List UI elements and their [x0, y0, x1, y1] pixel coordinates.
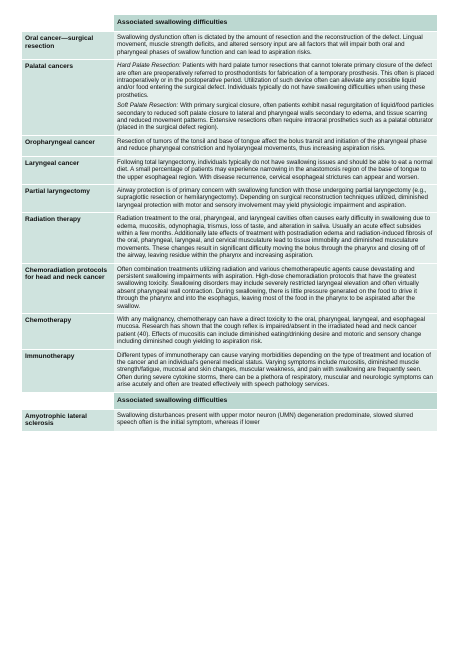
description-paragraph [117, 138, 434, 153]
description-paragraph [117, 102, 434, 132]
row-label: Immunotherapy [22, 349, 114, 392]
description-paragraph [117, 187, 434, 209]
table-row [22, 135, 437, 156]
paragraph-text: Swallowing dysfunction often is dictated by the amount of resection and the reconstruction of the defect. Lingual movement, muscle strength deficits, and altered sensory input are all factors that will impair both oral and pharyngeal phases of swallow function and can lead to aspiration risks. [117, 34, 423, 56]
table-row [22, 349, 437, 392]
table-row [22, 409, 437, 431]
swallowing-difficulties-table [22, 14, 437, 431]
row-label: Partial laryngectomy [22, 184, 114, 212]
table-header-row [22, 392, 437, 409]
row-description [114, 184, 437, 212]
header-cell: Associated swallowing difficulties [114, 392, 437, 409]
row-description [114, 60, 437, 136]
paragraph-text: With any malignancy, chemotherapy can have a direct toxicity to the oral, pharyngeal, laryngeal, and esophageal mucosa. Research has shown that the cough reflex is impaired/absent in the irradiated head and neck cancer patient (40). Effects of mucositis can include diminished eating/drinking desire and motoric and sensory change including diminished cough yielding to aspiration risk. [117, 316, 426, 346]
row-description [114, 263, 437, 313]
row-description [114, 32, 437, 60]
header-cell: Associated swallowing difficulties [114, 15, 437, 32]
row-label: Oral cancer—surgical resection [22, 32, 114, 60]
header-blank-cell [22, 15, 114, 32]
row-description [114, 156, 437, 184]
table-row [22, 263, 437, 313]
row-label: Amyotrophic lateral sclerosis [22, 409, 114, 431]
header-blank-cell [22, 392, 114, 409]
paragraph-text: Different types of immunotherapy can cause varying morbidities depending on the type of treatment and location of the cancer and an individual's general medical status. Varying symptoms include mucositis, diminished muscle strength/fatigue, mucosal and skin changes, muscular weakness, and pain with swallowing are frequently seen. Often during severe cytokine storms, there can be a plethora of respiratory, muscular and neurologic symptoms can arise acutely and often are treated effectively with speech pathology services. [117, 351, 433, 389]
row-description [114, 349, 437, 392]
table-row [22, 156, 437, 184]
row-label: Radiation therapy [22, 213, 114, 263]
row-label: Chemotherapy [22, 314, 114, 350]
paragraph-text: Following total laryngectomy, individuals typically do not have swallowing issues and should be able to eat a normal diet. A small percentage of patients may experience narrowing in the anastomosis region of the base of tongue to the upper esophageal region. With disease recurrence, cervical esophageal strictures can appear and worsen. [117, 158, 433, 181]
paragraph-text: Radiation treatment to the oral, pharyngeal, and laryngeal cavities often causes early difficulty in swallowing due to edema, mucositis, odynophagia, trismus, loss of taste, and alteration in saliva. Usually an acute effect subsides within a few months. Additionally late effects of treatment with postradiation edema and radiation-induced fibrosis of the oral, pharyngeal, laryngeal, and cervical musculature lead to tissue immobility and diminished musculature movements. These changes result in significant difficulty moving the bolus through the pharynx and closing off of the airway, leaving residue within the pharynx and increasing aspiration. [117, 215, 433, 260]
description-paragraph [117, 352, 434, 389]
row-label: Laryngeal cancer [22, 156, 114, 184]
paragraph-lead: Hard Palate Resection: [117, 62, 181, 70]
row-description: Swallowing disturbances present with upper motor neuron (UMN) degeneration predominate, slowed slurred speech often is the initial symptom, whereas if lower [114, 409, 437, 431]
description-paragraph [117, 62, 434, 99]
table-row [22, 32, 437, 60]
row-label: Oropharyngeal cancer [22, 135, 114, 156]
row-description [114, 135, 437, 156]
description-paragraph [117, 34, 434, 56]
paragraph-text: Often combination treatments utilizing radiation and various chemotherapeutic agents cause devastating and persistent swallowing impairments with aspiration. High-dose chemoradiation protocols that have the greatest swallowing toxicity. Swallowing disorders may include severely restricted laryngeal elevation and often virtually absent pharyngeal wall contraction. During swallowing, there is little pressure generated on the food to drive it through the pharynx and into the esophagus, leaving most of the food in the pharynx to be aspirated after the swallow. [117, 265, 419, 310]
paragraph-text: With primary surgical closure, often patients exhibit nasal regurgitation of liquid/food particles secondary to reduced soft palate closure to lateral and pharyngeal walls secondary to edema, and tissue scarring and reduced movement patterns. Extensive resections often require intraoral prosthetics such as a palatal obturator (placed in the surgical defect region). [117, 102, 434, 132]
paragraph-text: Resection of tumors of the tonsil and base of tongue affect the bolus transit and initiation of the pharyngeal phase and reduce pharyngeal constriction and hyolaryngeal movements, thus increasing aspiration risks. [117, 137, 427, 153]
description-paragraph [117, 159, 434, 181]
paragraph-text: Patients with hard palate tumor resections that cannot tolerate primary closure of the defect are often are preoperatively referred to prosthodontists for fabrication of a temporary prosthesis. This often is placed intraoperatively or in the postoperative period. Utilization of such device often can alleviate any possible liquid and/or food entering the surgical defect. Individuals typically do not have swallowing difficulties when using these prosthetics. [117, 62, 434, 99]
paragraph-lead: Soft Palate Resection: [117, 102, 179, 110]
paragraph-text: Airway protection is of primary concern with swallowing function with those undergoing partial laryngectomy (e.g., supraglottic resection or hemilaryngectomy). Depending on surgical reconstruction techniques utilized, diminished laryngeal protection with motor and sensory involvement may yield physiologic impairment and aspiration. [117, 186, 428, 209]
description-paragraph [117, 215, 434, 259]
row-description [114, 314, 437, 350]
row-label: Chemoradiation protocols for head and neck cancer [22, 263, 114, 313]
table-row [22, 184, 437, 212]
table-row [22, 314, 437, 350]
row-description [114, 213, 437, 263]
description-paragraph [117, 266, 434, 310]
table-row [22, 213, 437, 263]
table-row [22, 60, 437, 136]
description-paragraph [117, 316, 434, 346]
row-label: Palatal cancers [22, 60, 114, 136]
table-header-row [22, 15, 437, 32]
